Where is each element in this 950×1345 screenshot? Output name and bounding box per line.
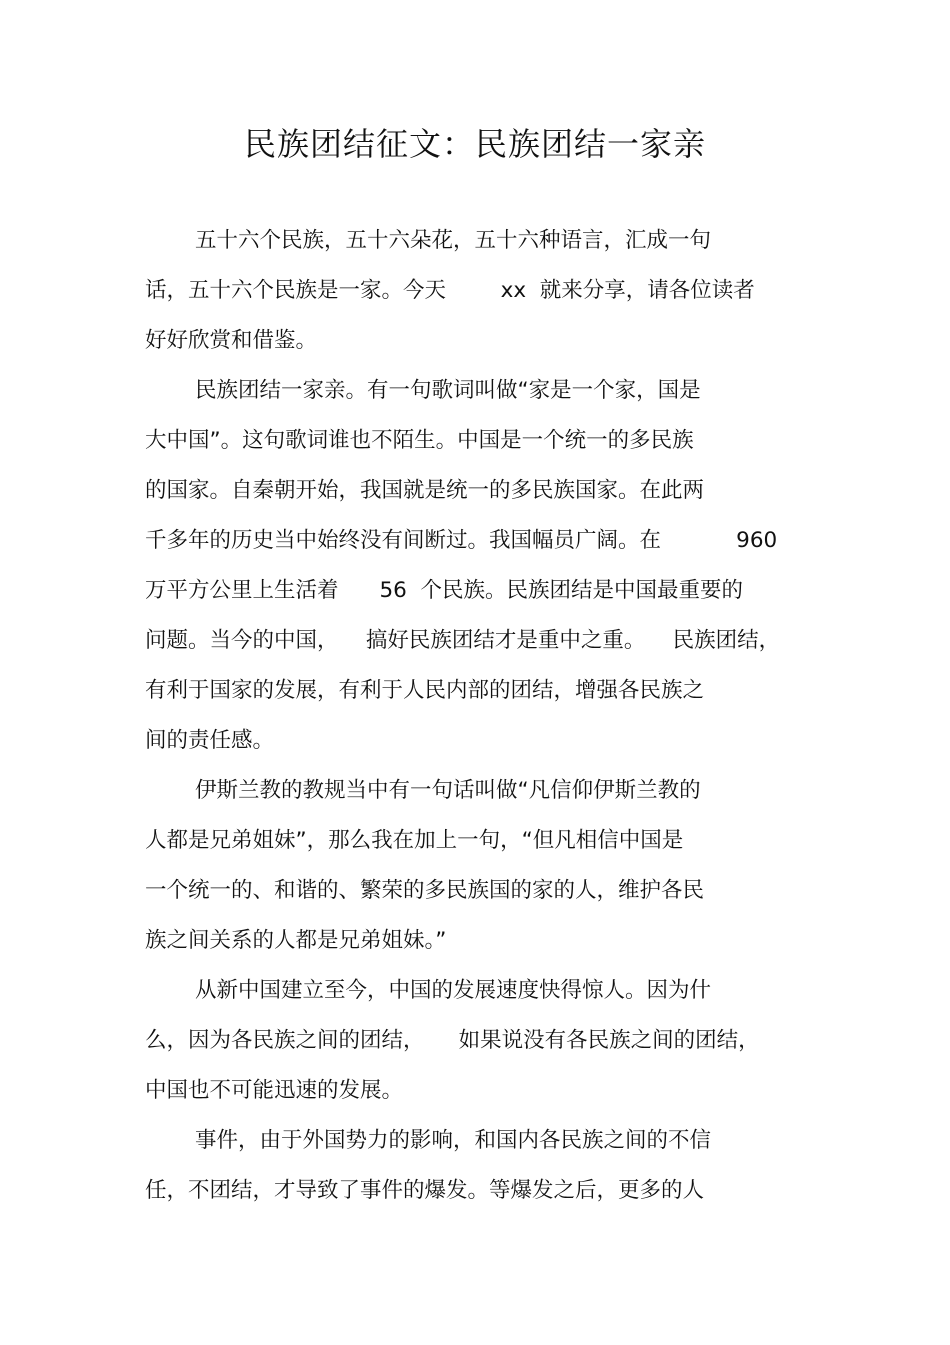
paragraph-2-line-3: 的国家。自秦朝开始，我国就是统一的多民族国家。在此两 <box>145 478 705 503</box>
paragraph-3-line-4: 族之间关系的人都是兄弟姐妹。” <box>145 928 447 953</box>
paragraph-2-line-8: 间的责任感。 <box>145 728 275 753</box>
paragraph-1-line-1: 五十六个民族，五十六朵花，五十六种语言，汇成一句 <box>195 228 712 253</box>
paragraph-2-line-2: 大中国”。这句歌词谁也不陌生。中国是一个统一的多民族 <box>145 428 694 453</box>
paragraph-1-line-2: 话，五十六个民族是一家。今天 xx 就来分享，请各位读者 <box>145 278 755 303</box>
paragraph-3-line-1: 伊斯兰教的教规当中有一句话叫做“凡信仰伊斯兰教的 <box>195 778 701 803</box>
paragraph-2-line-7: 有利于国家的发展，有利于人民内部的团结，增强各民族之 <box>145 678 705 703</box>
paragraph-2-line-1: 民族团结一家亲。有一句歌词叫做“家是一个家，国是 <box>195 378 701 403</box>
paragraph-4-line-3: 中国也不可能迅速的发展。 <box>145 1078 404 1103</box>
paragraph-2-line-5: 万平方公里上生活着 56 个民族。民族团结是中国最重要的 <box>145 578 744 603</box>
paragraph-3-line-2: 人都是兄弟姐妹”，那么我在加上一句，“但凡相信中国是 <box>145 828 684 853</box>
paragraph-5-line-1: 事件，由于外国势力的影响，和国内各民族之间的不信 <box>195 1128 712 1153</box>
paragraph-2-line-6: 问题。当今的中国， 搞好民族团结才是重中之重。 民族团结， <box>145 628 781 653</box>
paragraph-4-line-2: 么，因为各民族之间的团结， 如果说没有各民族之间的团结， <box>145 1028 760 1053</box>
paragraph-5-line-2: 任，不团结，才导致了事件的爆发。等爆发之后，更多的人 <box>145 1178 705 1203</box>
paragraph-1-line-3: 好好欣赏和借鉴。 <box>145 328 318 353</box>
paragraph-4-line-1: 从新中国建立至今，中国的发展速度快得惊人。因为什 <box>195 978 712 1003</box>
paragraph-2-line-4: 千多年的历史当中始终没有间断过。我国幅员广阔。在 960 <box>145 528 778 553</box>
paragraph-3-line-3: 一个统一的、和谐的、繁荣的多民族国的家的人，维护各民 <box>145 878 705 903</box>
document-title: 民族团结征文：民族团结一家亲 <box>243 125 706 163</box>
